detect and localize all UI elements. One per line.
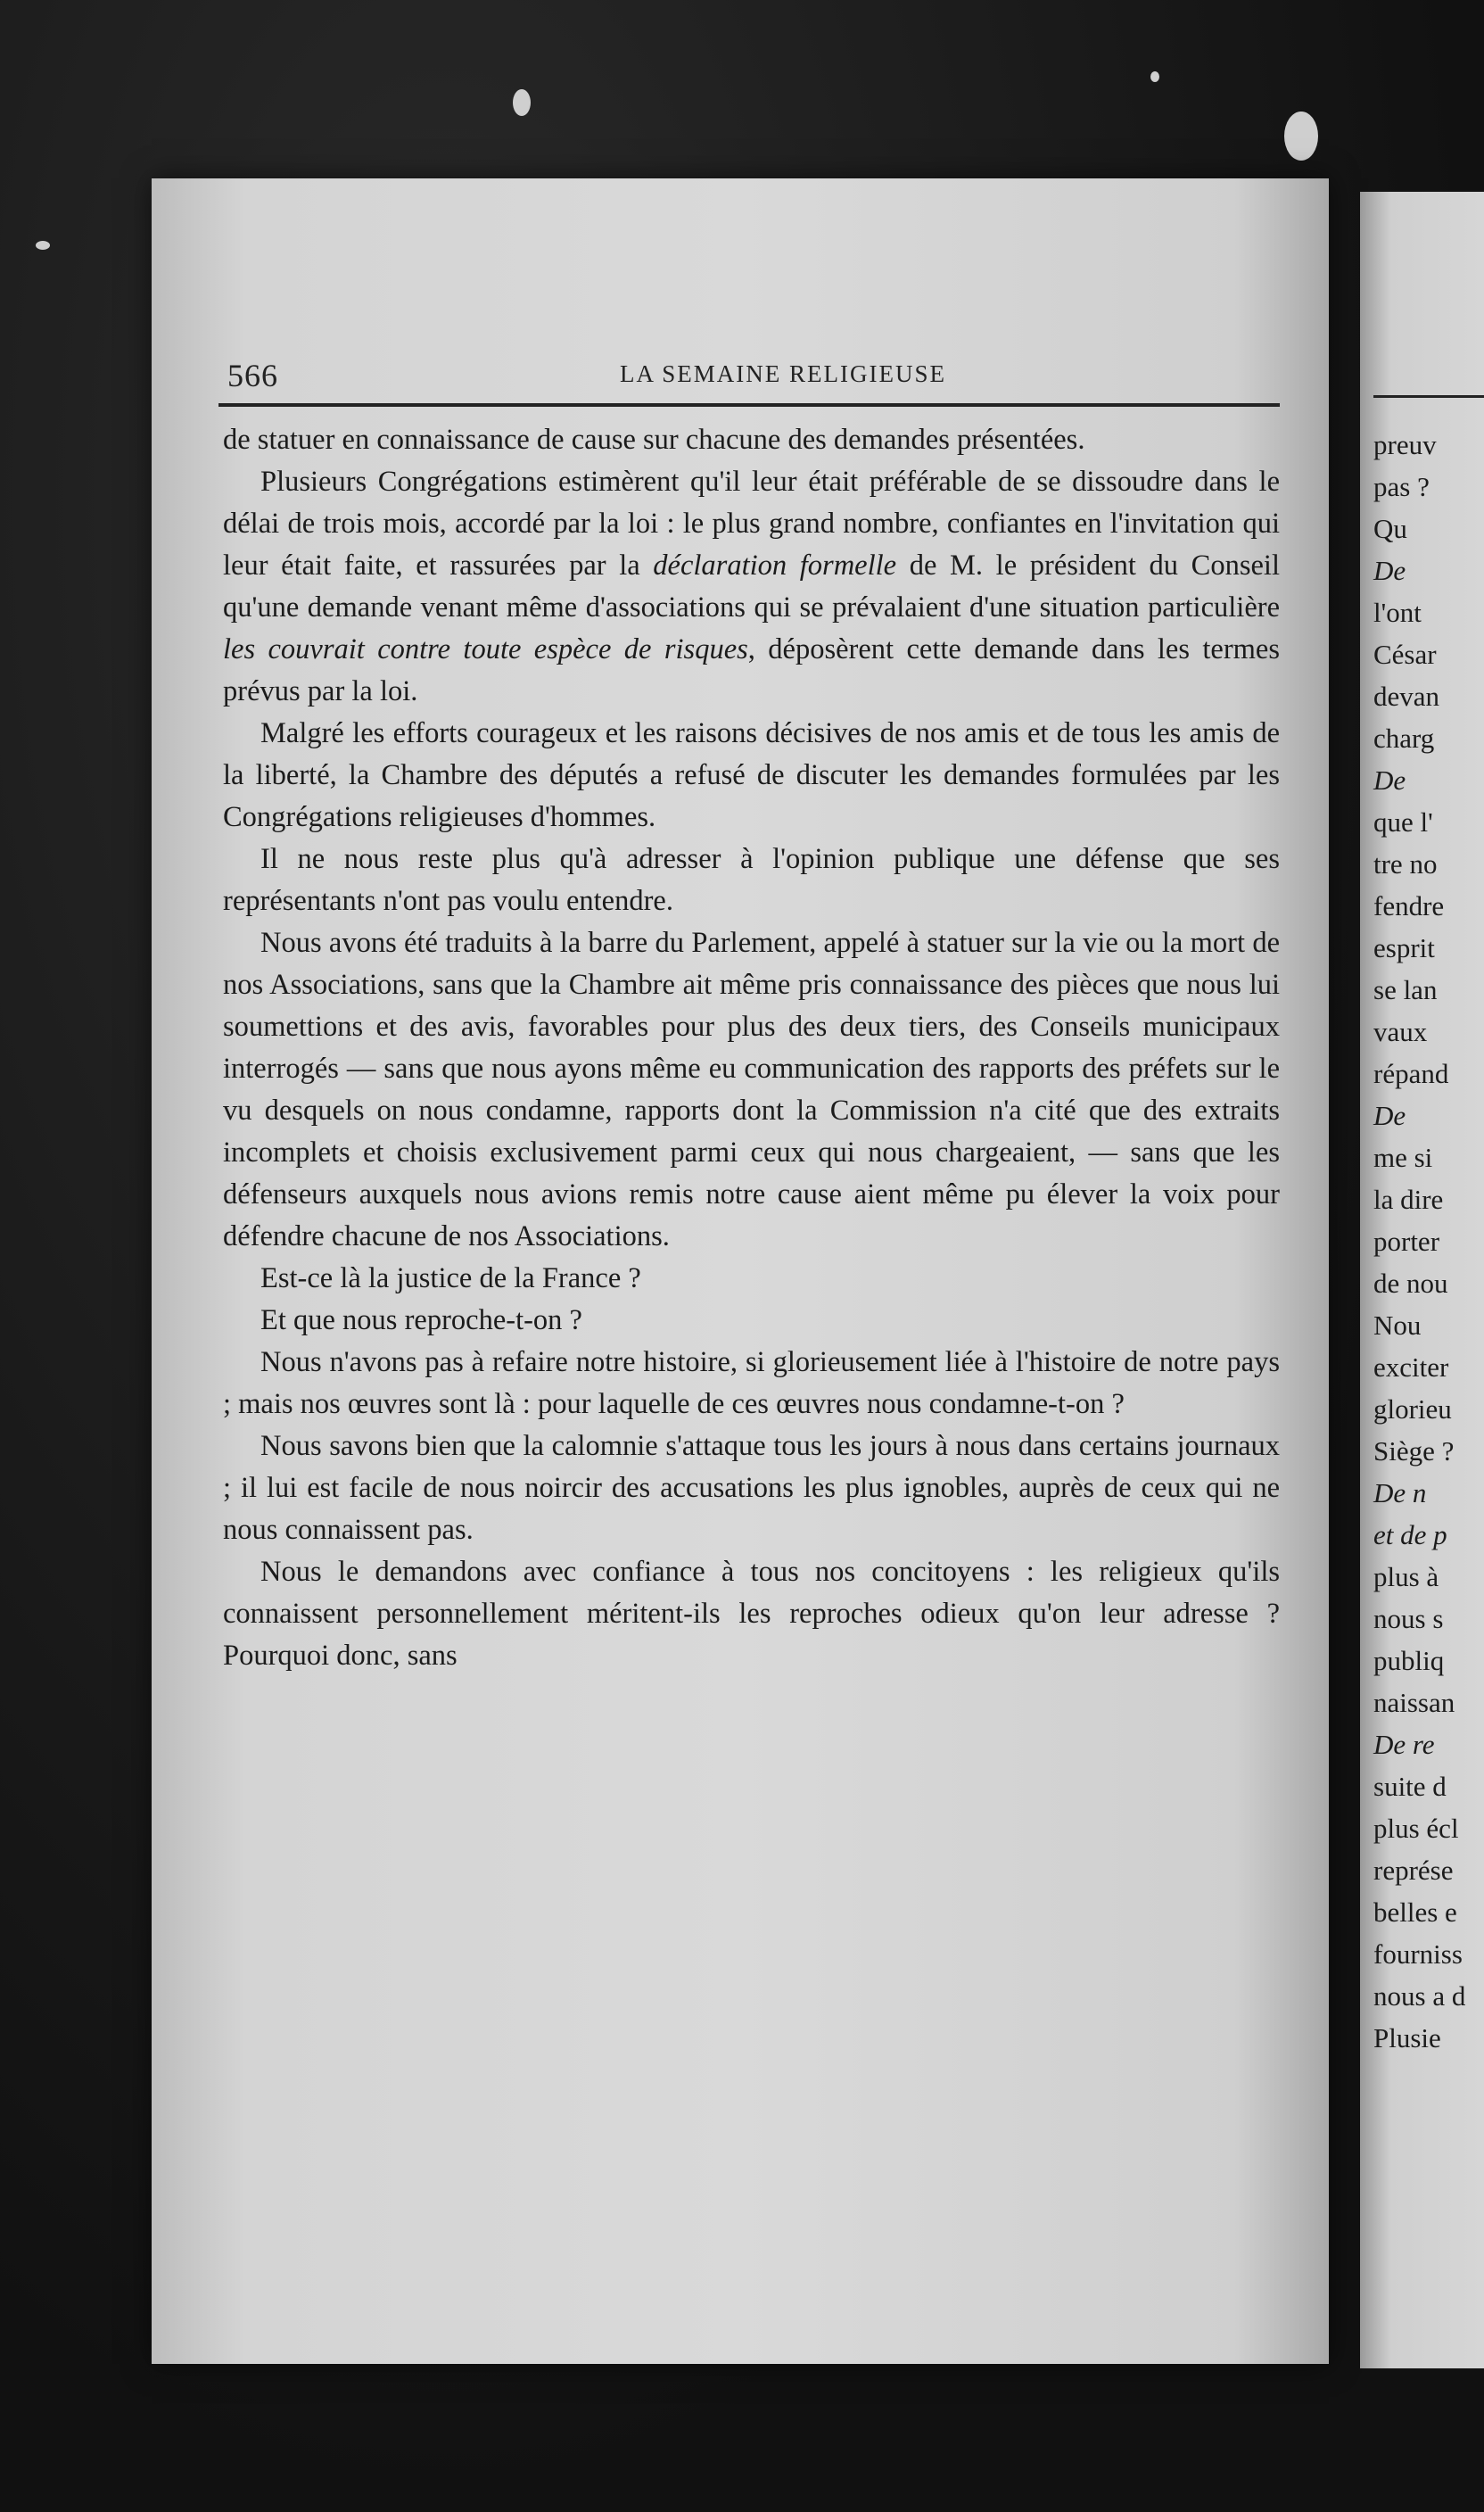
right-page-line: Qu: [1373, 513, 1407, 544]
right-page-line: l'ont: [1373, 597, 1422, 628]
right-page-line: fendre: [1373, 890, 1445, 921]
right-page-line: Nou: [1373, 1310, 1422, 1341]
right-page-line: preuv: [1373, 429, 1437, 460]
right-page-line: et de p: [1373, 1519, 1447, 1550]
paragraph: Malgré les efforts courageux et les raisons décisives de nos amis et de tous les amis de la liberté, la Chambre des députés a refusé de discuter les demandes formulées par les Congrégations religieuses d'hommes.: [223, 717, 1280, 833]
right-page-line: que l': [1373, 806, 1433, 838]
paragraph: Nous le demandons avec confiance à tous nos concitoyens : les religieux qu'ils connaissent personnellement méritent-ils les reproches odieux qu'on leur adresse ? Pourquoi donc, sans: [223, 1556, 1280, 1672]
right-page-line: De re: [1373, 1729, 1435, 1760]
right-page-line: pas ?: [1373, 471, 1430, 502]
right-page-line: Plusie: [1373, 2022, 1441, 2053]
page-header: [227, 357, 1280, 410]
italic-phrase: les couvrait contre toute espèce de risques: [223, 633, 748, 665]
right-page-line: tre no: [1373, 848, 1438, 880]
right-page-line: de nou: [1373, 1268, 1448, 1299]
right-page-line: De: [1373, 1100, 1406, 1131]
right-page-edge: [1360, 192, 1484, 2368]
right-page-line: belles e: [1373, 1896, 1457, 1928]
paragraph: Nous avons été traduits à la barre du Parlement, appelé à statuer sur la vie ou la mort de nos Associations, sans que la Chambre ait même pris connaissance des pièces que nous lui soumettions et des avis, favorables pour plus des deux tiers, des Conseils municipaux interrogés — sans que nous ayons même eu communication des rapports des préfets sur le vu desquels on nous condamne, rapports dont la Commission n'a cité que des extraits incomplets et choisis exclusivement parmi ceux qui nous chargeaient, — sans que les défenseurs auxquels nous avions remis notre cause aient même pu élever la voix pour défendre chacune de nos Associations.: [223, 927, 1280, 1252]
right-page-line: nous s: [1373, 1603, 1444, 1634]
right-page-line: naissan: [1373, 1687, 1455, 1718]
dust-speck: [513, 89, 531, 116]
right-page-line: porter: [1373, 1226, 1440, 1257]
right-page-line: De: [1373, 764, 1406, 796]
right-page-line: me si: [1373, 1142, 1433, 1173]
paragraph: Nous n'avons pas à refaire notre histoire, si glorieusement liée à l'histoire de notre pays ; mais nos œuvres sont là : pour laquelle de ces œuvres nous condamne-t-on ?: [223, 1346, 1280, 1420]
right-page-line: plus écl: [1373, 1813, 1459, 1844]
right-page-line: représe: [1373, 1855, 1454, 1886]
dust-speck: [36, 241, 50, 250]
right-page-line: se lan: [1373, 974, 1438, 1005]
body-text: [223, 419, 1280, 1677]
page-number: 566: [227, 358, 278, 393]
header-rule: [218, 403, 1280, 407]
right-page-line: vaux: [1373, 1016, 1428, 1047]
right-page-line: suite d: [1373, 1771, 1447, 1802]
italic-phrase: déclaration formelle: [653, 550, 897, 582]
right-page-line: nous a d: [1373, 1980, 1466, 2012]
dust-speck: [1284, 112, 1318, 161]
right-page-line: la dire: [1373, 1184, 1444, 1215]
dust-speck: [1150, 71, 1159, 82]
right-page-fragments: [1373, 424, 1484, 2059]
right-page-line: esprit: [1373, 932, 1435, 963]
right-header-rule: [1373, 395, 1484, 398]
running-head: LA SEMAINE RELIGIEUSE: [620, 360, 946, 387]
right-page-line: De n: [1373, 1477, 1427, 1508]
right-page-line: exciter: [1373, 1351, 1449, 1383]
right-page-line: publiq: [1373, 1645, 1445, 1676]
right-page-line: fourniss: [1373, 1938, 1463, 1970]
paragraph: Il ne nous reste plus qu'à adresser à l'opinion publique une défense que ses représentants n'ont pas voulu entendre.: [223, 843, 1280, 917]
paragraph: Nous savons bien que la calomnie s'attaque tous les jours à nous dans certains journaux ; il lui est facile de nous noircir des accusations les plus ignobles, auprès de ceux qui ne nous connaissent pas.: [223, 1430, 1280, 1546]
right-page-line: Siège ?: [1373, 1435, 1455, 1467]
paragraph: Est-ce là la justice de la France ?: [260, 1262, 641, 1294]
paragraph: Et que nous reproche-t-on ?: [260, 1304, 582, 1336]
paragraph: de statuer en connaissance de cause sur chacune des demandes présentées.: [223, 424, 1085, 456]
right-page-line: répand: [1373, 1058, 1449, 1089]
paragraph: Plusieurs Congrégations estimèrent qu'il leur était préférable de se dissoudre dans le délai de trois mois, accordé par la loi : le plus grand nombre, confiantes en l'invitation qui leur était faite, et rassurées par la déclaration formelle de M. le président du Conseil qu'une demande venant même d'associations qui se prévalaient d'une situation particulière les couvrait contre toute espèce de risques, déposèrent cette demande dans les termes prévus par la loi.: [223, 466, 1281, 707]
right-page-line: charg: [1373, 723, 1435, 754]
right-page-line: De: [1373, 555, 1406, 586]
right-page-line: plus à: [1373, 1561, 1439, 1592]
right-page-line: devan: [1373, 681, 1440, 712]
right-page-line: César: [1373, 639, 1437, 670]
right-page-line: glorieu: [1373, 1393, 1452, 1425]
